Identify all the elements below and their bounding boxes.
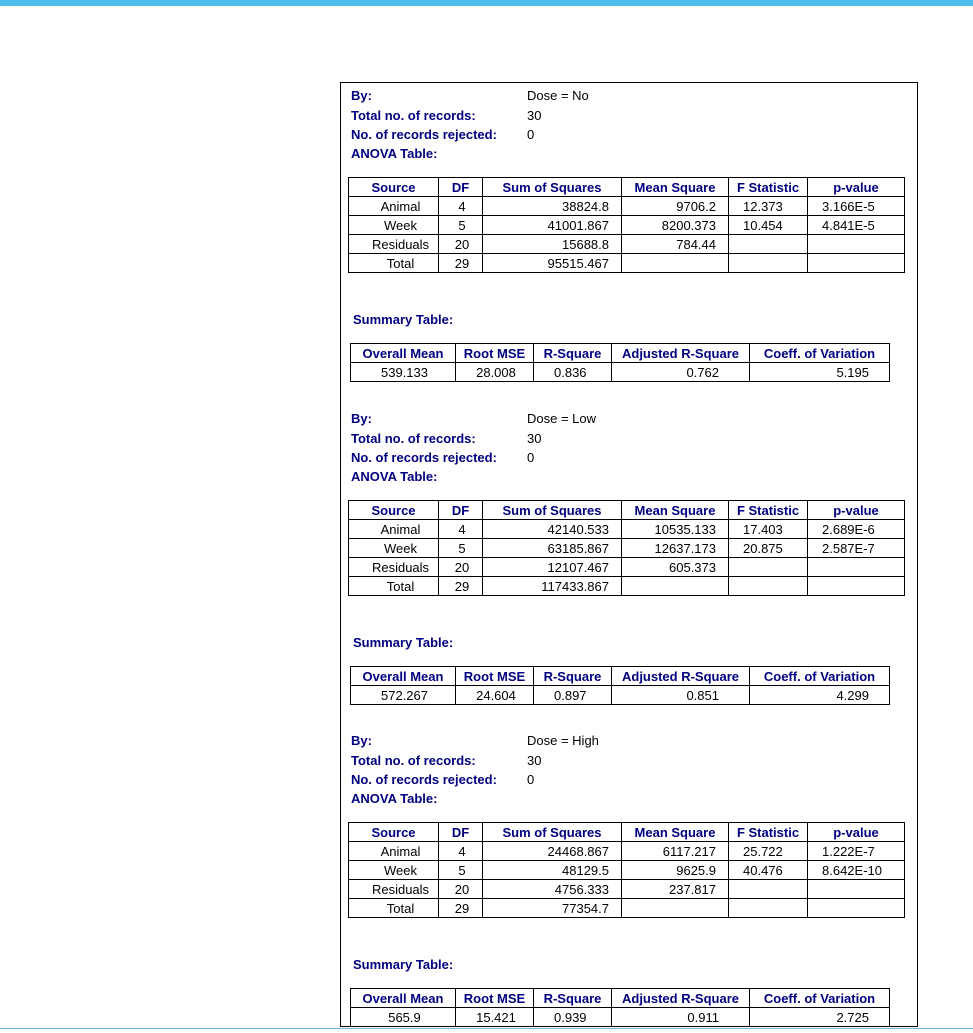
summary-column-header: Adjusted R-Square xyxy=(612,667,750,686)
anova-column-header: Mean Square xyxy=(622,178,729,197)
summary-table xyxy=(350,666,890,705)
anova-cell-df: 4 xyxy=(439,520,483,539)
anova-cell-ms xyxy=(622,254,729,273)
anova-cell-ms: 12637.173 xyxy=(622,539,729,558)
anova-row xyxy=(349,842,905,861)
summary-cell-rsq: 0.836 xyxy=(534,363,612,382)
anova-table xyxy=(348,500,905,596)
anova-cell-source: Week xyxy=(349,539,439,558)
anova-cell-source: Animal xyxy=(349,842,439,861)
anova-cell-source: Residuals xyxy=(349,558,439,577)
summary-table-title: Summary Table: xyxy=(353,312,454,327)
anova-cell-source: Week xyxy=(349,861,439,880)
meta-label: By: xyxy=(351,88,372,103)
anova-cell-f: 10.454 xyxy=(729,216,808,235)
anova-column-header: DF xyxy=(439,823,483,842)
meta-value: 0 xyxy=(527,772,535,787)
anova-cell-p xyxy=(808,880,905,899)
anova-row xyxy=(349,577,905,596)
anova-column-header: p-value xyxy=(808,178,905,197)
anova-cell-f xyxy=(729,880,808,899)
anova-table-title: ANOVA Table: xyxy=(351,469,438,484)
anova-column-header: Source xyxy=(349,501,439,520)
anova-cell-ss: 77354.7 xyxy=(483,899,622,918)
anova-cell-p xyxy=(808,558,905,577)
anova-row xyxy=(349,899,905,918)
anova-cell-df: 5 xyxy=(439,216,483,235)
summary-cell-rmse: 15.421 xyxy=(456,1008,534,1027)
summary-column-header: Overall Mean xyxy=(351,344,456,363)
anova-cell-ss: 15688.8 xyxy=(483,235,622,254)
summary-column-header: Root MSE xyxy=(456,344,534,363)
anova-cell-ms: 605.373 xyxy=(622,558,729,577)
anova-cell-ss: 63185.867 xyxy=(483,539,622,558)
dose-section xyxy=(341,406,918,726)
summary-column-header: Root MSE xyxy=(456,989,534,1008)
summary-column-header: Root MSE xyxy=(456,667,534,686)
anova-cell-ms: 237.817 xyxy=(622,880,729,899)
anova-column-header: F Statistic xyxy=(729,823,808,842)
anova-cell-ms xyxy=(622,899,729,918)
anova-cell-ss: 4756.333 xyxy=(483,880,622,899)
anova-cell-ms xyxy=(622,577,729,596)
summary-table xyxy=(350,988,890,1027)
anova-cell-source: Total xyxy=(349,577,439,596)
summary-cell-cv: 5.195 xyxy=(750,363,890,382)
anova-cell-ss: 41001.867 xyxy=(483,216,622,235)
anova-cell-p: 4.841E-5 xyxy=(808,216,905,235)
meta-label: By: xyxy=(351,411,372,426)
anova-column-header: p-value xyxy=(808,501,905,520)
anova-cell-f xyxy=(729,558,808,577)
anova-cell-ss: 12107.467 xyxy=(483,558,622,577)
anova-row xyxy=(349,558,905,577)
summary-column-header: Adjusted R-Square xyxy=(612,344,750,363)
summary-cell-cv: 4.299 xyxy=(750,686,890,705)
anova-cell-f: 20.875 xyxy=(729,539,808,558)
summary-column-header: Overall Mean xyxy=(351,667,456,686)
summary-row xyxy=(351,1008,890,1027)
anova-cell-ms: 6117.217 xyxy=(622,842,729,861)
anova-column-header: Sum of Squares xyxy=(483,823,622,842)
summary-cell-rsq: 0.897 xyxy=(534,686,612,705)
anova-cell-p: 8.642E-10 xyxy=(808,861,905,880)
anova-cell-source: Residuals xyxy=(349,235,439,254)
anova-cell-ss: 117433.867 xyxy=(483,577,622,596)
anova-column-header: Sum of Squares xyxy=(483,501,622,520)
anova-column-header: DF xyxy=(439,501,483,520)
anova-row xyxy=(349,539,905,558)
anova-cell-source: Total xyxy=(349,254,439,273)
meta-value: Dose = Low xyxy=(527,411,597,426)
summary-table xyxy=(350,343,890,382)
dose-section xyxy=(341,728,918,1027)
anova-row xyxy=(349,520,905,539)
anova-column-header: Mean Square xyxy=(622,823,729,842)
window-top-bar xyxy=(0,0,973,6)
summary-column-header: Coeff. of Variation xyxy=(750,344,890,363)
anova-cell-df: 29 xyxy=(439,899,483,918)
anova-cell-f xyxy=(729,254,808,273)
anova-cell-df: 5 xyxy=(439,861,483,880)
anova-cell-ms: 8200.373 xyxy=(622,216,729,235)
anova-cell-f: 40.476 xyxy=(729,861,808,880)
anova-cell-source: Animal xyxy=(349,197,439,216)
anova-cell-source: Residuals xyxy=(349,880,439,899)
summary-cell-adj_rsq: 0.851 xyxy=(612,686,750,705)
dose-section xyxy=(341,83,918,403)
anova-cell-df: 29 xyxy=(439,254,483,273)
anova-cell-ss: 38824.8 xyxy=(483,197,622,216)
summary-cell-mean: 565.9 xyxy=(351,1008,456,1027)
meta-label: Total no. of records: xyxy=(351,753,476,768)
anova-cell-f: 12.373 xyxy=(729,197,808,216)
meta-value: 30 xyxy=(527,753,542,768)
anova-table xyxy=(348,822,905,918)
meta-label: No. of records rejected: xyxy=(351,127,497,142)
meta-label: No. of records rejected: xyxy=(351,450,497,465)
summary-column-header: Coeff. of Variation xyxy=(750,667,890,686)
window-bottom-edge xyxy=(0,1028,973,1029)
summary-header-row xyxy=(351,667,890,686)
anova-cell-p: 2.587E-7 xyxy=(808,539,905,558)
anova-column-header: DF xyxy=(439,178,483,197)
meta-label: Total no. of records: xyxy=(351,108,476,123)
anova-cell-ss: 95515.467 xyxy=(483,254,622,273)
summary-header-row xyxy=(351,989,890,1008)
anova-table-title: ANOVA Table: xyxy=(351,791,438,806)
anova-column-header: F Statistic xyxy=(729,178,808,197)
anova-column-header: Source xyxy=(349,823,439,842)
anova-cell-df: 4 xyxy=(439,197,483,216)
anova-row xyxy=(349,880,905,899)
summary-cell-cv: 2.725 xyxy=(750,1008,890,1027)
summary-cell-adj_rsq: 0.911 xyxy=(612,1008,750,1027)
anova-cell-p: 3.166E-5 xyxy=(808,197,905,216)
summary-column-header: Coeff. of Variation xyxy=(750,989,890,1008)
anova-cell-ms: 784.44 xyxy=(622,235,729,254)
meta-label: Total no. of records: xyxy=(351,431,476,446)
anova-cell-df: 29 xyxy=(439,577,483,596)
summary-row xyxy=(351,686,890,705)
anova-cell-p xyxy=(808,254,905,273)
anova-cell-source: Total xyxy=(349,899,439,918)
meta-label: By: xyxy=(351,733,372,748)
anova-cell-ss: 42140.533 xyxy=(483,520,622,539)
anova-header-row xyxy=(349,501,905,520)
anova-cell-p: 2.689E-6 xyxy=(808,520,905,539)
anova-cell-ms: 9625.9 xyxy=(622,861,729,880)
meta-value: 0 xyxy=(527,127,535,142)
anova-column-header: F Statistic xyxy=(729,501,808,520)
anova-cell-p xyxy=(808,577,905,596)
meta-value: 0 xyxy=(527,450,535,465)
anova-cell-df: 4 xyxy=(439,842,483,861)
meta-label: No. of records rejected: xyxy=(351,772,497,787)
summary-column-header: R-Square xyxy=(534,989,612,1008)
anova-cell-df: 20 xyxy=(439,235,483,254)
summary-cell-rsq: 0.939 xyxy=(534,1008,612,1027)
summary-column-header: Adjusted R-Square xyxy=(612,989,750,1008)
summary-cell-rmse: 28.008 xyxy=(456,363,534,382)
anova-cell-p xyxy=(808,235,905,254)
summary-table-title: Summary Table: xyxy=(353,635,454,650)
summary-header-row xyxy=(351,344,890,363)
meta-value: 30 xyxy=(527,108,542,123)
anova-cell-f xyxy=(729,899,808,918)
summary-table-title: Summary Table: xyxy=(353,957,454,972)
summary-cell-mean: 572.267 xyxy=(351,686,456,705)
anova-column-header: Source xyxy=(349,178,439,197)
anova-cell-ss: 48129.5 xyxy=(483,861,622,880)
meta-value: 30 xyxy=(527,431,542,446)
anova-header-row xyxy=(349,823,905,842)
anova-row xyxy=(349,197,905,216)
anova-table xyxy=(348,177,905,273)
anova-cell-source: Week xyxy=(349,216,439,235)
summary-cell-adj_rsq: 0.762 xyxy=(612,363,750,382)
anova-cell-p xyxy=(808,899,905,918)
meta-value: Dose = High xyxy=(527,733,599,748)
anova-cell-ms: 10535.133 xyxy=(622,520,729,539)
anova-row xyxy=(349,216,905,235)
anova-cell-df: 5 xyxy=(439,539,483,558)
anova-header-row xyxy=(349,178,905,197)
anova-cell-p: 1.222E-7 xyxy=(808,842,905,861)
summary-column-header: R-Square xyxy=(534,344,612,363)
anova-row xyxy=(349,254,905,273)
anova-cell-f xyxy=(729,577,808,596)
anova-row xyxy=(349,235,905,254)
summary-column-header: R-Square xyxy=(534,667,612,686)
anova-column-header: p-value xyxy=(808,823,905,842)
anova-column-header: Mean Square xyxy=(622,501,729,520)
meta-value: Dose = No xyxy=(527,88,589,103)
anova-table-title: ANOVA Table: xyxy=(351,146,438,161)
anova-cell-f: 25.722 xyxy=(729,842,808,861)
summary-cell-rmse: 24.604 xyxy=(456,686,534,705)
anova-column-header: Sum of Squares xyxy=(483,178,622,197)
anova-cell-ms: 9706.2 xyxy=(622,197,729,216)
anova-cell-f: 17.403 xyxy=(729,520,808,539)
anova-cell-df: 20 xyxy=(439,558,483,577)
summary-row xyxy=(351,363,890,382)
anova-row xyxy=(349,861,905,880)
summary-column-header: Overall Mean xyxy=(351,989,456,1008)
report-output-panel xyxy=(340,82,918,1027)
summary-cell-mean: 539.133 xyxy=(351,363,456,382)
anova-cell-df: 20 xyxy=(439,880,483,899)
anova-cell-f xyxy=(729,235,808,254)
anova-cell-source: Animal xyxy=(349,520,439,539)
anova-cell-ss: 24468.867 xyxy=(483,842,622,861)
